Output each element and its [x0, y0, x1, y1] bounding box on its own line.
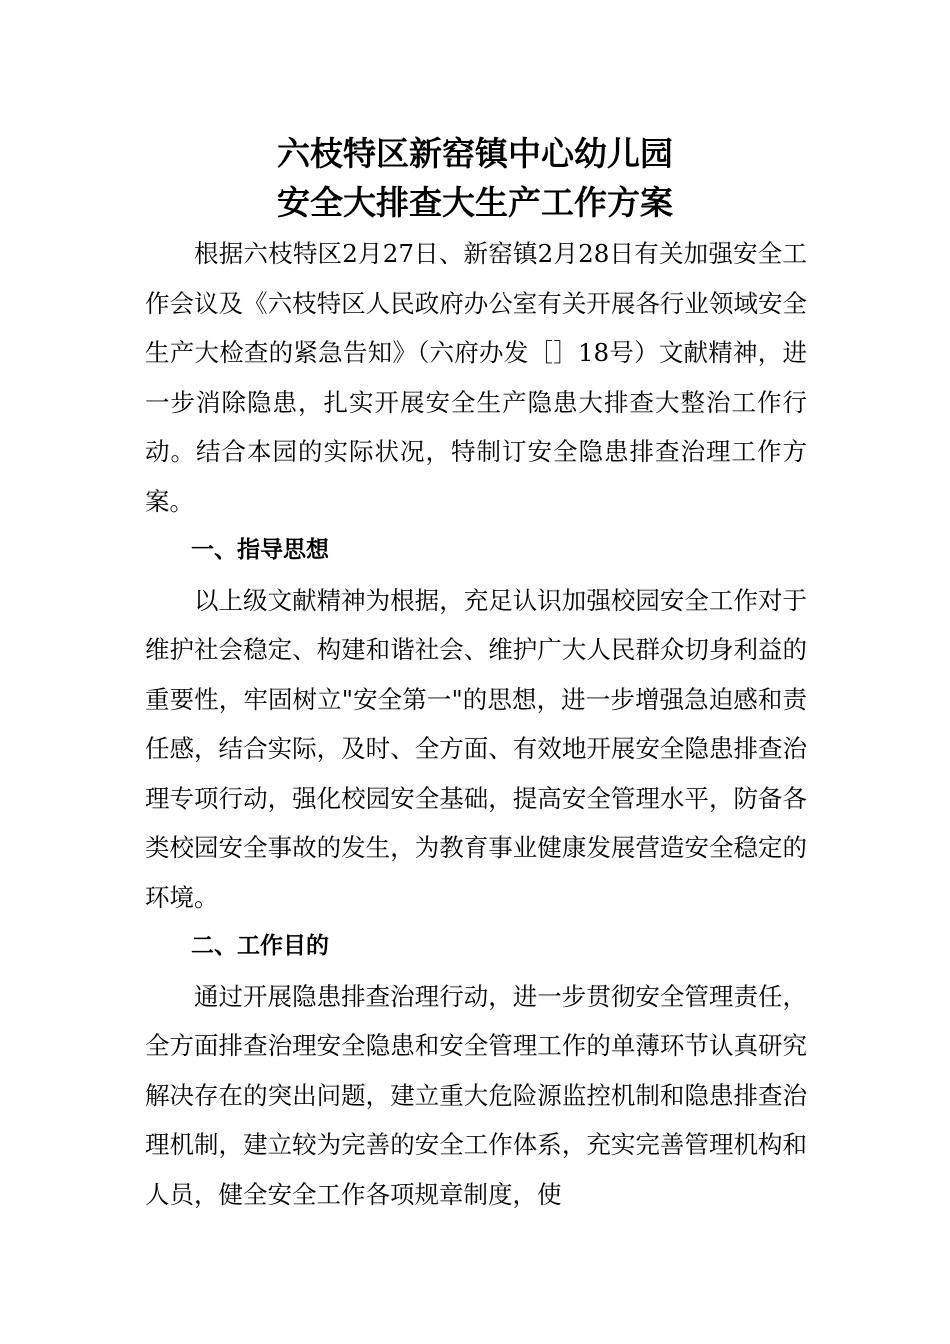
- section-heading-guiding-ideology: 一、指导思想: [191, 537, 329, 563]
- work-objectives-paragraph: 通过开展隐患排查治理行动，进一步贯彻安全管理责任，全方面排查治理安全隐患和安全管理工作的单薄环节认真研究解决存在的突出问题，建立重大危险源监控机制和隐患排查治理机制，建立较为完善的安全工作体系，充实完善管理机构和人员，健全安全工作各项规章制度，使: [145, 981, 807, 1209]
- document-body: [145, 229, 807, 1219]
- section-heading-work-objectives: 二、工作目的: [191, 933, 329, 959]
- guiding-ideology-paragraph: 以上级文献精神为根据，充足认识加强校园安全工作对于维护社会稳定、构建和谐社会、维护广大人民群众切身利益的重要性，牢固树立"安全第一"的思想，进一步增强急迫感和责任感，结合实际，及时、全方面、有效地开展安全隐患排查治理专项行动，强化校园安全基础，提高安全管理水平，防备各类校园安全事故的发生，为教育事业健康发展营造安全稳定的环境。: [145, 585, 807, 912]
- document-title-line-2: 安全大排查大生产工作方案: [277, 183, 673, 222]
- intro-paragraph: 根据六枝特区2月27日、新窑镇2月28日有关加强安全工作会议及《六枝特区人民政府办公室有关开展各行业领域安全生产大检查的紧急告知》（六府办发［］18号）文献精神，进一步消除隐患，扎实开展安全生产隐患大排查大整治工作行动。结合本园的实际状况，特制订安全隐患排查治理工作方案。: [145, 239, 807, 516]
- document-title-line-1: 六枝特区新窑镇中心幼儿园: [277, 134, 673, 173]
